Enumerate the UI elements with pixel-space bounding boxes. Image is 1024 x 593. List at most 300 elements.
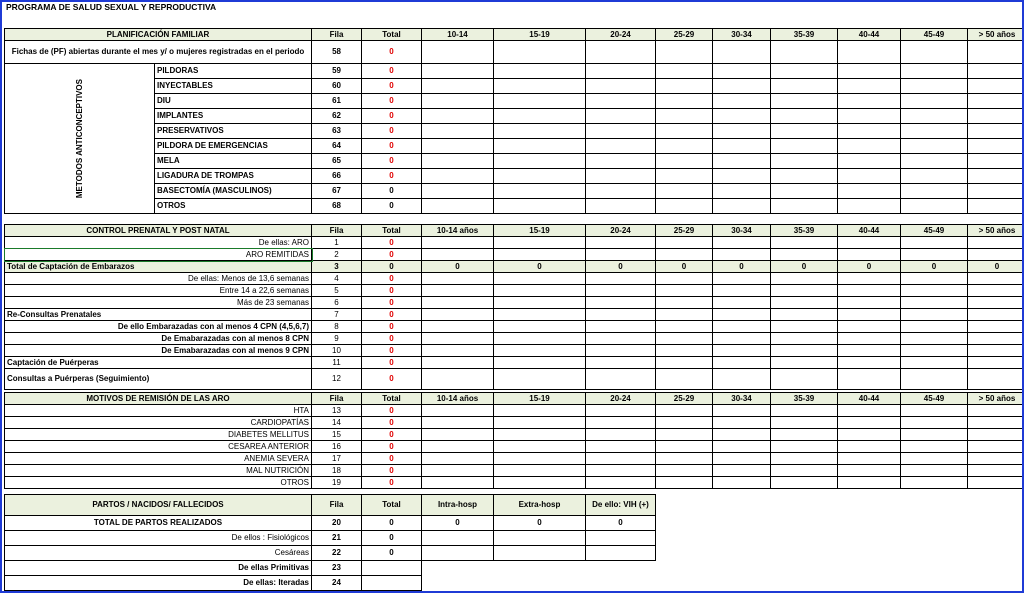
age-cell[interactable]: [901, 184, 968, 199]
method-label[interactable]: DIU: [155, 94, 312, 109]
age-cell[interactable]: [713, 465, 771, 477]
fila-number[interactable]: 11: [312, 357, 362, 369]
age-cell[interactable]: [494, 64, 586, 79]
age-cell[interactable]: [771, 405, 838, 417]
fila-number[interactable]: 58: [312, 41, 362, 64]
age-cell[interactable]: [586, 237, 656, 249]
cpn-header-col[interactable]: Fila: [312, 225, 362, 237]
cpn-header-col[interactable]: 10-14 años: [422, 225, 494, 237]
age-cell[interactable]: [771, 199, 838, 214]
age-cell[interactable]: [838, 441, 901, 453]
age-cell[interactable]: [771, 477, 838, 489]
age-cell[interactable]: [656, 465, 713, 477]
fila-number[interactable]: 14: [312, 417, 362, 429]
total-value[interactable]: 0: [362, 285, 422, 297]
age-cell[interactable]: [771, 333, 838, 345]
fila-number[interactable]: 68: [312, 199, 362, 214]
age-cell[interactable]: [901, 79, 968, 94]
fila-number[interactable]: 7: [312, 309, 362, 321]
cpn-header-title[interactable]: CONTROL PRENATAL Y POST NATAL: [5, 225, 312, 237]
cpn-header-col[interactable]: 30-34: [713, 225, 771, 237]
age-cell[interactable]: [968, 477, 1024, 489]
age-cell[interactable]: [656, 369, 713, 390]
age-cell[interactable]: [586, 297, 656, 309]
cpn-header-col[interactable]: Total: [362, 225, 422, 237]
total-value[interactable]: 0: [362, 249, 422, 261]
fila-number[interactable]: 12: [312, 369, 362, 390]
total-value[interactable]: 0: [362, 369, 422, 390]
age-cell[interactable]: [494, 154, 586, 169]
age-cell[interactable]: [422, 249, 494, 261]
age-cell[interactable]: [713, 309, 771, 321]
age-cell[interactable]: [656, 477, 713, 489]
vih-value[interactable]: [586, 546, 656, 561]
age-cell[interactable]: [901, 357, 968, 369]
age-cell[interactable]: [656, 297, 713, 309]
cpn-row-label[interactable]: Más de 23 semanas: [5, 297, 312, 309]
age-cell[interactable]: [901, 465, 968, 477]
total-value[interactable]: 0: [362, 531, 422, 546]
age-cell[interactable]: [771, 249, 838, 261]
age-cell[interactable]: [586, 477, 656, 489]
fila-number[interactable]: 4: [312, 273, 362, 285]
vih-value[interactable]: 0: [586, 516, 656, 531]
age-cell[interactable]: [713, 273, 771, 285]
pf-header-col[interactable]: 40-44: [838, 29, 901, 41]
cpn-row-label[interactable]: De Emabarazadas con al menos 8 CPN: [5, 333, 312, 345]
age-cell[interactable]: [586, 41, 656, 64]
total-value[interactable]: 0: [362, 405, 422, 417]
age-cell[interactable]: [838, 109, 901, 124]
age-cell[interactable]: [968, 41, 1024, 64]
age-cell[interactable]: [422, 417, 494, 429]
pf-fichas-label[interactable]: Fichas de (PF) abiertas durante el mes y/ o mujeres registradas en el periodo: [5, 41, 312, 64]
age-cell[interactable]: [838, 429, 901, 441]
age-cell[interactable]: [586, 405, 656, 417]
age-cell[interactable]: [713, 64, 771, 79]
age-cell[interactable]: [422, 273, 494, 285]
fila-number[interactable]: 24: [312, 576, 362, 591]
age-cell[interactable]: [771, 297, 838, 309]
age-cell[interactable]: [494, 109, 586, 124]
fila-number[interactable]: 15: [312, 429, 362, 441]
age-cell[interactable]: [771, 64, 838, 79]
age-cell[interactable]: [901, 139, 968, 154]
partos-header-col[interactable]: Intra-hosp: [422, 495, 494, 516]
aro-header-col[interactable]: 30-34: [713, 393, 771, 405]
age-cell[interactable]: [838, 321, 901, 333]
age-cell[interactable]: [656, 249, 713, 261]
age-cell[interactable]: [494, 441, 586, 453]
age-cell[interactable]: [838, 124, 901, 139]
aro-reason-label[interactable]: ANEMIA SEVERA: [5, 453, 312, 465]
age-cell[interactable]: [901, 199, 968, 214]
total-value[interactable]: 0: [362, 124, 422, 139]
age-cell[interactable]: [713, 333, 771, 345]
age-cell[interactable]: [586, 109, 656, 124]
age-cell[interactable]: [838, 169, 901, 184]
age-cell[interactable]: [901, 309, 968, 321]
total-value[interactable]: 0: [362, 441, 422, 453]
pf-header-col[interactable]: 30-34: [713, 29, 771, 41]
method-label[interactable]: LIGADURA DE TROMPAS: [155, 169, 312, 184]
cpn-header-col[interactable]: 15-19: [494, 225, 586, 237]
aro-header-col[interactable]: 45-49: [901, 393, 968, 405]
age-cell[interactable]: [494, 169, 586, 184]
pf-header-col[interactable]: Fila: [312, 29, 362, 41]
age-cell[interactable]: [656, 345, 713, 357]
age-cell[interactable]: [901, 345, 968, 357]
age-cell[interactable]: [586, 441, 656, 453]
total-value[interactable]: 0: [362, 109, 422, 124]
aro-reason-label[interactable]: CARDIOPATÍAS: [5, 417, 312, 429]
age-cell[interactable]: [771, 453, 838, 465]
pf-header-col[interactable]: 25-29: [656, 29, 713, 41]
age-cell[interactable]: [838, 417, 901, 429]
age-cell[interactable]: [901, 124, 968, 139]
age-cell[interactable]: [713, 41, 771, 64]
method-label[interactable]: MELA: [155, 154, 312, 169]
age-cell[interactable]: [968, 184, 1024, 199]
partos-row-label[interactable]: De ellos : Fisiológicos: [5, 531, 312, 546]
age-cell[interactable]: [901, 369, 968, 390]
age-cell[interactable]: [422, 94, 494, 109]
total-value[interactable]: 0: [362, 169, 422, 184]
aro-header-col[interactable]: 25-29: [656, 393, 713, 405]
partos-header-col[interactable]: Fila: [312, 495, 362, 516]
age-cell[interactable]: [771, 154, 838, 169]
age-cell[interactable]: [713, 109, 771, 124]
age-cell[interactable]: [656, 321, 713, 333]
partos-header-title[interactable]: PARTOS / NACIDOS/ FALLECIDOS: [5, 495, 312, 516]
age-cell[interactable]: [838, 79, 901, 94]
age-cell[interactable]: [968, 369, 1024, 390]
age-cell[interactable]: [656, 199, 713, 214]
cpn-header-col[interactable]: 35-39: [771, 225, 838, 237]
fila-number[interactable]: 17: [312, 453, 362, 465]
age-cell[interactable]: [968, 169, 1024, 184]
total-value[interactable]: 0: [362, 64, 422, 79]
age-cell[interactable]: [968, 297, 1024, 309]
age-cell[interactable]: [656, 154, 713, 169]
age-cell[interactable]: [422, 441, 494, 453]
age-cell[interactable]: [586, 79, 656, 94]
age-cell[interactable]: [494, 249, 586, 261]
age-cell[interactable]: [422, 139, 494, 154]
total-value[interactable]: 0: [362, 41, 422, 64]
total-value[interactable]: 0: [362, 345, 422, 357]
age-cell[interactable]: [771, 429, 838, 441]
age-cell[interactable]: [713, 139, 771, 154]
total-value[interactable]: 0: [362, 429, 422, 441]
age-cell[interactable]: [713, 169, 771, 184]
partos-header-col[interactable]: Total: [362, 495, 422, 516]
age-cell[interactable]: [422, 429, 494, 441]
total-value[interactable]: 0: [362, 357, 422, 369]
age-cell[interactable]: [838, 297, 901, 309]
age-cell[interactable]: 0: [494, 261, 586, 273]
age-cell[interactable]: [494, 285, 586, 297]
age-cell[interactable]: [713, 429, 771, 441]
aro-header-col[interactable]: Total: [362, 393, 422, 405]
fila-number[interactable]: 20: [312, 516, 362, 531]
age-cell[interactable]: [422, 369, 494, 390]
intra-hosp-value[interactable]: [422, 531, 494, 546]
age-cell[interactable]: [586, 273, 656, 285]
cpn-row-label[interactable]: ARO REMITIDAS: [5, 249, 312, 261]
total-value[interactable]: 0: [362, 273, 422, 285]
fila-number[interactable]: 21: [312, 531, 362, 546]
fila-number[interactable]: 59: [312, 64, 362, 79]
age-cell[interactable]: [968, 309, 1024, 321]
pf-header-col[interactable]: 15-19: [494, 29, 586, 41]
age-cell[interactable]: [586, 369, 656, 390]
age-cell[interactable]: [968, 124, 1024, 139]
age-cell[interactable]: [656, 169, 713, 184]
fila-number[interactable]: 9: [312, 333, 362, 345]
cpn-row-label[interactable]: Consultas a Puérperas (Seguimiento): [5, 369, 312, 390]
age-cell[interactable]: [586, 345, 656, 357]
age-cell[interactable]: [494, 199, 586, 214]
age-cell[interactable]: [422, 333, 494, 345]
age-cell[interactable]: [656, 64, 713, 79]
age-cell[interactable]: [422, 357, 494, 369]
fila-number[interactable]: 60: [312, 79, 362, 94]
partos-row-label[interactable]: Cesáreas: [5, 546, 312, 561]
method-label[interactable]: IMPLANTES: [155, 109, 312, 124]
age-cell[interactable]: [968, 94, 1024, 109]
aro-header-col[interactable]: > 50 años: [968, 393, 1024, 405]
age-cell[interactable]: [713, 441, 771, 453]
age-cell[interactable]: [586, 453, 656, 465]
age-cell[interactable]: [771, 369, 838, 390]
cpn-row-label[interactable]: Re-Consultas Prenatales: [5, 309, 312, 321]
age-cell[interactable]: [713, 154, 771, 169]
fila-number[interactable]: 3: [312, 261, 362, 273]
age-cell[interactable]: [838, 465, 901, 477]
age-cell[interactable]: [586, 285, 656, 297]
fila-number[interactable]: 23: [312, 561, 362, 576]
age-cell[interactable]: [838, 345, 901, 357]
age-cell[interactable]: 0: [838, 261, 901, 273]
total-value[interactable]: 0: [362, 199, 422, 214]
age-cell[interactable]: [422, 477, 494, 489]
age-cell[interactable]: [713, 345, 771, 357]
age-cell[interactable]: [422, 64, 494, 79]
age-cell[interactable]: [838, 453, 901, 465]
total-value[interactable]: 0: [362, 516, 422, 531]
age-cell[interactable]: [586, 249, 656, 261]
pf-header-col[interactable]: > 50 años: [968, 29, 1024, 41]
age-cell[interactable]: [656, 139, 713, 154]
age-cell[interactable]: 0: [901, 261, 968, 273]
age-cell[interactable]: [968, 357, 1024, 369]
age-cell[interactable]: [494, 357, 586, 369]
partos-row-label[interactable]: De ellas Primitivas: [5, 561, 312, 576]
age-cell[interactable]: [901, 453, 968, 465]
age-cell[interactable]: 0: [713, 261, 771, 273]
age-cell[interactable]: [494, 41, 586, 64]
fila-number[interactable]: 1: [312, 237, 362, 249]
total-value[interactable]: 0: [362, 453, 422, 465]
age-cell[interactable]: [656, 237, 713, 249]
age-cell[interactable]: [968, 345, 1024, 357]
age-cell[interactable]: [656, 109, 713, 124]
age-cell[interactable]: [656, 453, 713, 465]
age-cell[interactable]: [901, 417, 968, 429]
age-cell[interactable]: [713, 357, 771, 369]
age-cell[interactable]: [422, 184, 494, 199]
age-cell[interactable]: [771, 441, 838, 453]
age-cell[interactable]: [494, 297, 586, 309]
age-cell[interactable]: [656, 124, 713, 139]
age-cell[interactable]: [771, 79, 838, 94]
age-cell[interactable]: [838, 285, 901, 297]
fila-number[interactable]: 22: [312, 546, 362, 561]
age-cell[interactable]: [422, 297, 494, 309]
age-cell[interactable]: [656, 405, 713, 417]
age-cell[interactable]: 0: [771, 261, 838, 273]
aro-header-col[interactable]: 15-19: [494, 393, 586, 405]
age-cell[interactable]: [968, 109, 1024, 124]
age-cell[interactable]: [901, 405, 968, 417]
partos-header-col[interactable]: De ello: VIH (+): [586, 495, 656, 516]
age-cell[interactable]: [838, 333, 901, 345]
age-cell[interactable]: [586, 199, 656, 214]
age-cell[interactable]: [968, 237, 1024, 249]
age-cell[interactable]: [838, 41, 901, 64]
aro-reason-label[interactable]: DIABETES MELLITUS: [5, 429, 312, 441]
cpn-row-label[interactable]: De ellas: ARO: [5, 237, 312, 249]
age-cell[interactable]: [968, 249, 1024, 261]
age-cell[interactable]: [901, 273, 968, 285]
total-value[interactable]: 0: [362, 79, 422, 94]
cpn-header-col[interactable]: > 50 años: [968, 225, 1024, 237]
aro-header-col[interactable]: Fila: [312, 393, 362, 405]
age-cell[interactable]: 0: [586, 261, 656, 273]
age-cell[interactable]: [586, 154, 656, 169]
age-cell[interactable]: [838, 64, 901, 79]
method-label[interactable]: PILDORAS: [155, 64, 312, 79]
age-cell[interactable]: [422, 109, 494, 124]
age-cell[interactable]: [422, 345, 494, 357]
age-cell[interactable]: [494, 79, 586, 94]
age-cell[interactable]: [586, 64, 656, 79]
age-cell[interactable]: [901, 154, 968, 169]
age-cell[interactable]: [838, 94, 901, 109]
age-cell[interactable]: [713, 285, 771, 297]
age-cell[interactable]: [968, 285, 1024, 297]
cpn-row-label[interactable]: Total de Captación de Embarazos: [5, 261, 312, 273]
age-cell[interactable]: [713, 297, 771, 309]
method-label[interactable]: PILDORA DE EMERGENCIAS: [155, 139, 312, 154]
age-cell[interactable]: [656, 417, 713, 429]
aro-header-col[interactable]: 35-39: [771, 393, 838, 405]
age-cell[interactable]: [771, 94, 838, 109]
age-cell[interactable]: [656, 357, 713, 369]
fila-number[interactable]: 10: [312, 345, 362, 357]
age-cell[interactable]: [838, 184, 901, 199]
age-cell[interactable]: [838, 357, 901, 369]
age-cell[interactable]: [713, 94, 771, 109]
age-cell[interactable]: [494, 405, 586, 417]
age-cell[interactable]: [494, 273, 586, 285]
extra-hosp-value[interactable]: [494, 546, 586, 561]
total-value[interactable]: 0: [362, 309, 422, 321]
age-cell[interactable]: [968, 333, 1024, 345]
fila-number[interactable]: 62: [312, 109, 362, 124]
fila-number[interactable]: 67: [312, 184, 362, 199]
age-cell[interactable]: [901, 41, 968, 64]
fila-number[interactable]: 19: [312, 477, 362, 489]
age-cell[interactable]: [494, 94, 586, 109]
pf-header-col[interactable]: 20-24: [586, 29, 656, 41]
method-label[interactable]: BASECTOMÍA (MASCULINOS): [155, 184, 312, 199]
age-cell[interactable]: [771, 465, 838, 477]
cpn-row-label[interactable]: Captación de Puérperas: [5, 357, 312, 369]
total-value[interactable]: 0: [362, 154, 422, 169]
age-cell[interactable]: [713, 79, 771, 94]
age-cell[interactable]: [838, 405, 901, 417]
age-cell[interactable]: [494, 237, 586, 249]
age-cell[interactable]: [771, 345, 838, 357]
age-cell[interactable]: [771, 139, 838, 154]
age-cell[interactable]: [901, 237, 968, 249]
age-cell[interactable]: [494, 429, 586, 441]
age-cell[interactable]: [713, 124, 771, 139]
age-cell[interactable]: [422, 41, 494, 64]
age-cell[interactable]: [771, 321, 838, 333]
age-cell[interactable]: [771, 309, 838, 321]
age-cell[interactable]: [656, 441, 713, 453]
aro-reason-label[interactable]: CESAREA ANTERIOR: [5, 441, 312, 453]
age-cell[interactable]: [422, 199, 494, 214]
age-cell[interactable]: [494, 477, 586, 489]
age-cell[interactable]: 0: [656, 261, 713, 273]
cpn-header-col[interactable]: 40-44: [838, 225, 901, 237]
age-cell[interactable]: [656, 309, 713, 321]
age-cell[interactable]: [494, 369, 586, 390]
fila-number[interactable]: 16: [312, 441, 362, 453]
age-cell[interactable]: [422, 309, 494, 321]
age-cell[interactable]: [968, 79, 1024, 94]
age-cell[interactable]: [494, 417, 586, 429]
age-cell[interactable]: [586, 169, 656, 184]
age-cell[interactable]: [422, 285, 494, 297]
age-cell[interactable]: [494, 309, 586, 321]
age-cell[interactable]: [713, 453, 771, 465]
fila-number[interactable]: 66: [312, 169, 362, 184]
pf-header-col[interactable]: 10-14: [422, 29, 494, 41]
age-cell[interactable]: [656, 41, 713, 64]
fila-number[interactable]: 2: [312, 249, 362, 261]
age-cell[interactable]: [968, 405, 1024, 417]
age-cell[interactable]: [656, 94, 713, 109]
age-cell[interactable]: [422, 405, 494, 417]
total-value[interactable]: 0: [362, 546, 422, 561]
total-value[interactable]: 0: [362, 477, 422, 489]
age-cell[interactable]: [422, 79, 494, 94]
age-cell[interactable]: 0: [968, 261, 1024, 273]
cpn-row-label[interactable]: De ello Embarazadas con al menos 4 CPN (4,5,6,7): [5, 321, 312, 333]
age-cell[interactable]: [838, 273, 901, 285]
age-cell[interactable]: [771, 285, 838, 297]
aro-reason-label[interactable]: HTA: [5, 405, 312, 417]
age-cell[interactable]: [771, 184, 838, 199]
age-cell[interactable]: [494, 184, 586, 199]
age-cell[interactable]: [968, 321, 1024, 333]
vih-value[interactable]: [586, 531, 656, 546]
